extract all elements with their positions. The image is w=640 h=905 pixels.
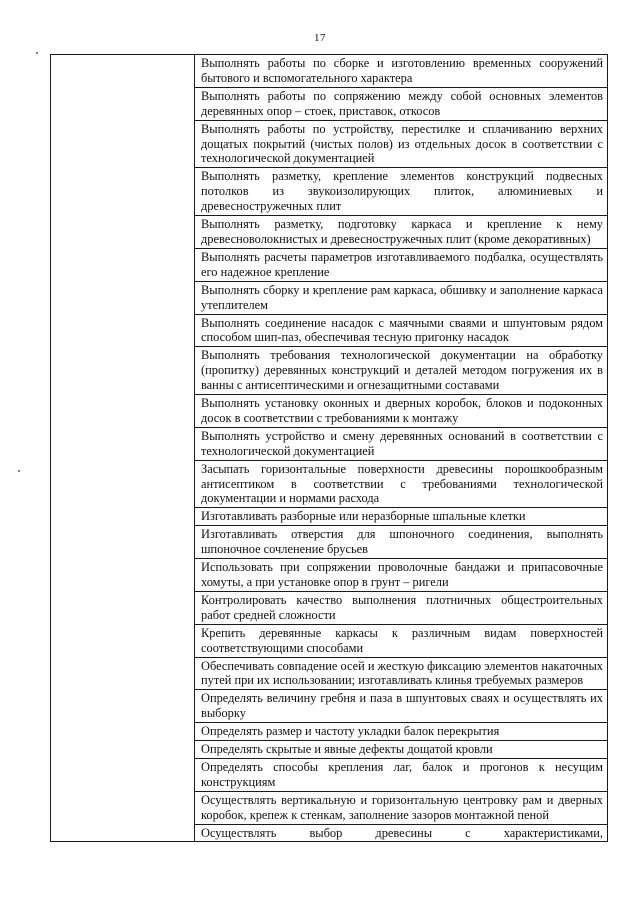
skill-item: Крепить деревянные каркасы к различным видам поверхностей соответствующими способами xyxy=(195,625,607,658)
left-column-cell xyxy=(51,55,195,842)
scan-speck xyxy=(36,52,38,54)
skill-item: Определять способы крепления лаг, балок и прогонов к несущим конструкциям xyxy=(195,759,607,792)
skill-item: Выполнять требования технологической документации на обработку (пропитку) деревянных конструкций и деталей методом погружения их в ванны с антисептическими и огнезащитными составами xyxy=(195,347,607,395)
scan-speck xyxy=(18,470,20,472)
skill-item: Определять скрытые и явные дефекты дощатой кровли xyxy=(195,741,607,759)
skill-item: Выполнять расчеты параметров изготавливаемого подбалка, осуществлять его надежное крепление xyxy=(195,249,607,282)
skill-item: Засыпать горизонтальные поверхности древесины порошкообразным антисептиком в соответствии с требованиями технологической документации и нормами расхода xyxy=(195,461,607,509)
skill-item: Изготавливать отверстия для шпоночного соединения, выполнять шпоночное сочленение брусьев xyxy=(195,526,607,559)
skill-item: Определять величину гребня и паза в шпунтовых сваях и осуществлять их выборку xyxy=(195,690,607,723)
right-column-cell xyxy=(195,55,608,842)
skill-item: Выполнять разметку, подготовку каркаса и крепление к нему древесноволокнистых и древесностружечных плит (кроме декоративных) xyxy=(195,216,607,249)
skill-item: Выполнять сборку и крепление рам каркаса, обшивку и заполнение каркаса утеплителем xyxy=(195,282,607,315)
skill-item: Осуществлять вертикальную и горизонтальную центровку рам и дверных коробок, крепеж к стенкам, заполнение зазоров монтажной пеной xyxy=(195,792,607,825)
skill-item: Осуществлять выбор древесины с характеристиками, xyxy=(201,825,603,840)
page-number: 17 xyxy=(314,32,326,44)
skill-item: Определять размер и частоту укладки балок перекрытия xyxy=(195,723,607,741)
skill-item: Обеспечивать совпадение осей и жесткую фиксацию элементов накаточных путей при их использовании; изготавливать клинья требуемых размеров xyxy=(195,658,607,691)
competency-table xyxy=(50,54,608,842)
skill-item: Изготавливать разборные или неразборные шпальные клетки xyxy=(195,508,607,526)
skill-item: Выполнять устройство и смену деревянных оснований в соответствии с технологической документацией xyxy=(195,428,607,461)
skill-item: Выполнять работы по устройству, перестилке и сплачиванию верхних дощатых покрытий (чистых полов) из отдельных досок в соответствии с технологической документацией xyxy=(195,121,607,169)
skill-item: Выполнять работы по сборке и изготовлению временных сооружений бытового и вспомогательного характера xyxy=(195,55,607,88)
skill-item: Выполнять соединение насадок с маячными сваями и шпунтовым рядом способом шип-паз, обеспечивая тесную пригонку насадок xyxy=(195,315,607,348)
skill-item: Выполнять работы по сопряжению между собой основных элементов деревянных опор – стоек, приставок, откосов xyxy=(195,88,607,121)
table-row xyxy=(51,55,608,842)
skill-item: Выполнять установку оконных и дверных коробок, блоков и подоконных досок в соответствии с требованиями к монтажу xyxy=(195,395,607,428)
skill-item: Использовать при сопряжении проволочные бандажи и припасовочные хомуты, а при установке опор в грунт – ригели xyxy=(195,559,607,592)
skill-item: Выполнять разметку, крепление элементов конструкций подвесных потолков из звукоизолирующих плиток, алюминиевых и древесностружечных плит xyxy=(195,168,607,216)
skill-item: Контролировать качество выполнения плотничных общестроительных работ средней сложности xyxy=(195,592,607,625)
